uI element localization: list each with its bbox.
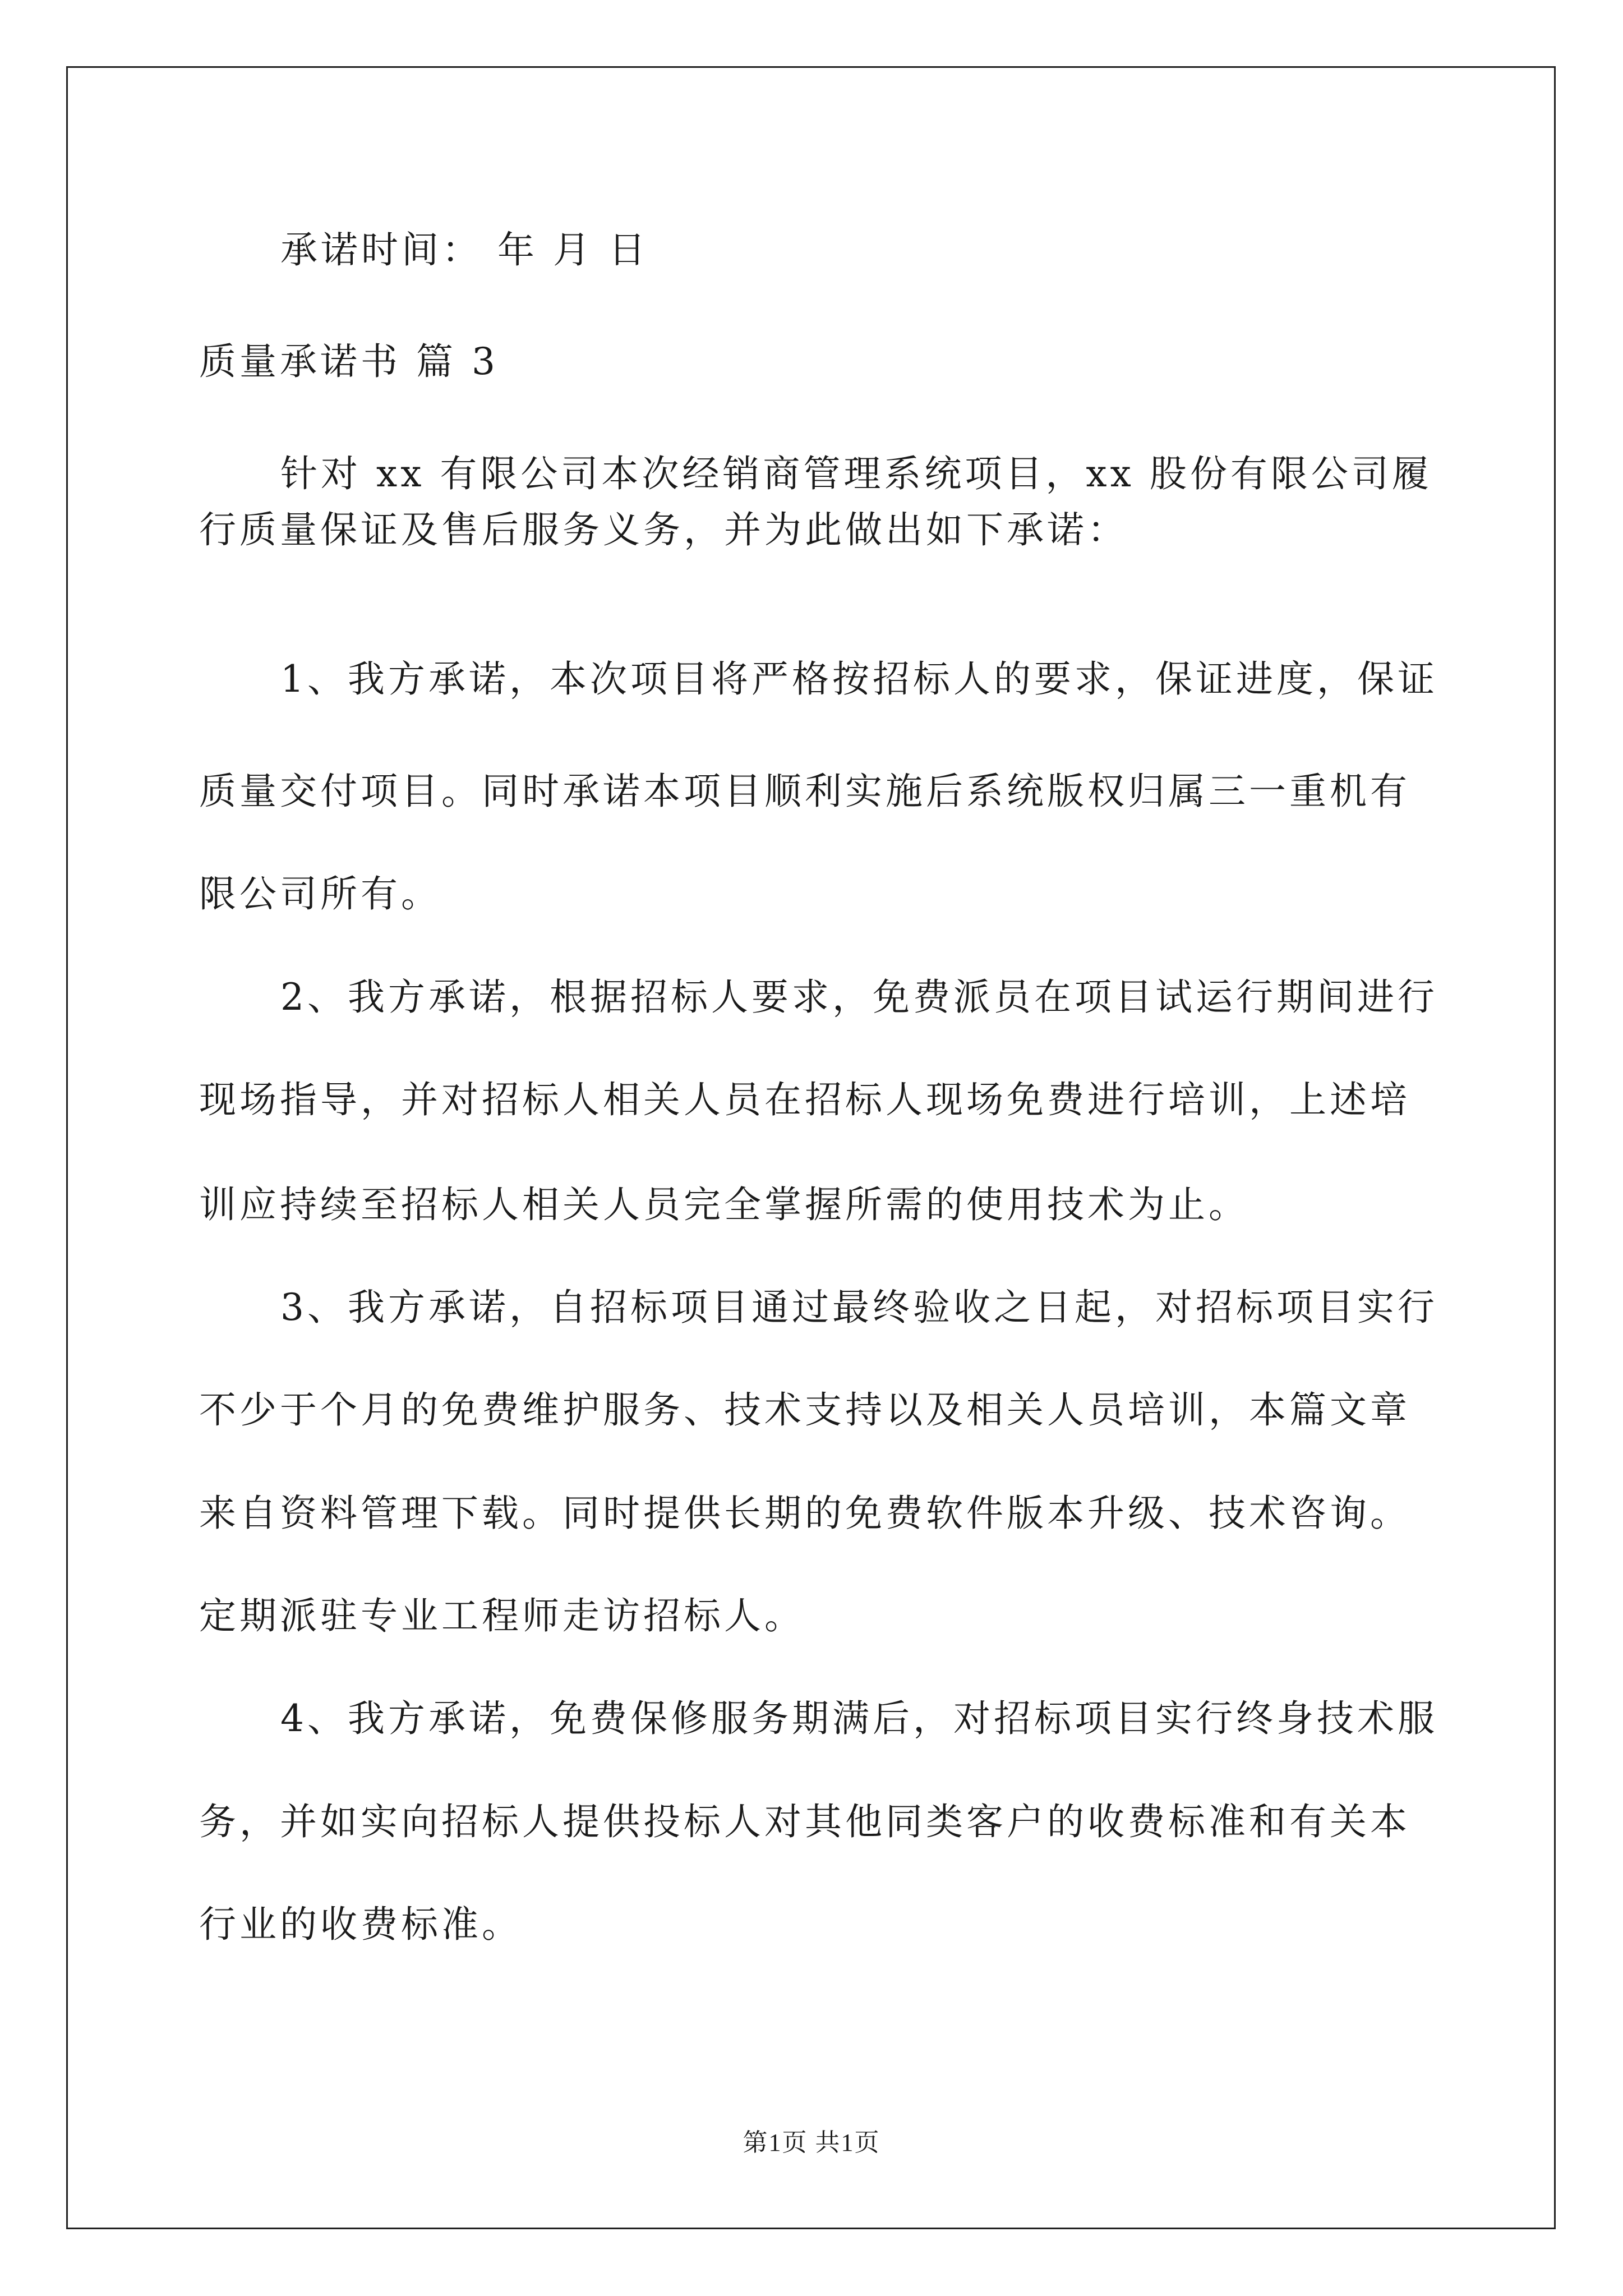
item4-line-1: 4、我方承诺，免费保修服务期满后，对招标项目实行终身技术服 (280, 1697, 1438, 1740)
page-number-footer: 第1页 共1页 (743, 2129, 880, 2156)
intro-line-2: 行质量保证及售后服务义务，并为此做出如下承诺： (199, 508, 1128, 551)
item3-line-2: 不少于个月的免费维护服务、技术支持以及相关人员培训，本篇文章 (199, 1388, 1410, 1432)
item1-line-3: 限公司所有。 (199, 872, 441, 915)
item3-line-1: 3、我方承诺，自招标项目通过最终验收之日起，对招标项目实行 (280, 1286, 1438, 1329)
item4-line-2: 务，并如实向招标人提供投标人对其他同类客户的收费标准和有关本 (199, 1800, 1410, 1843)
item4-line-3: 行业的收费标准。 (199, 1903, 522, 1946)
section-title: 质量承诺书 篇 3 (199, 340, 499, 383)
intro-line-1: 针对 xx 有限公司本次经销商管理系统项目，xx 股份有限公司履 (280, 452, 1432, 495)
item2-line-1: 2、我方承诺，根据招标人要求，免费派员在项目试运行期间进行 (280, 976, 1438, 1019)
item1-line-2: 质量交付项目。同时承诺本项目顺利实施后系统版权归属三一重机有 (199, 770, 1410, 813)
item2-line-3: 训应持续至招标人相关人员完全掌握所需的使用技术为止。 (199, 1183, 1249, 1226)
promise-date-line: 承诺时间： 年 月 日 (280, 228, 649, 272)
item3-line-4: 定期派驻专业工程师走访招标人。 (199, 1594, 805, 1637)
item1-line-1: 1、我方承诺，本次项目将严格按招标人的要求，保证进度，保证 (280, 657, 1438, 701)
item3-line-3: 来自资料管理下载。同时提供长期的免费软件版本升级、技术咨询。 (199, 1492, 1410, 1535)
item2-line-2: 现场指导，并对招标人相关人员在招标人现场免费进行培训，上述培 (199, 1078, 1410, 1121)
